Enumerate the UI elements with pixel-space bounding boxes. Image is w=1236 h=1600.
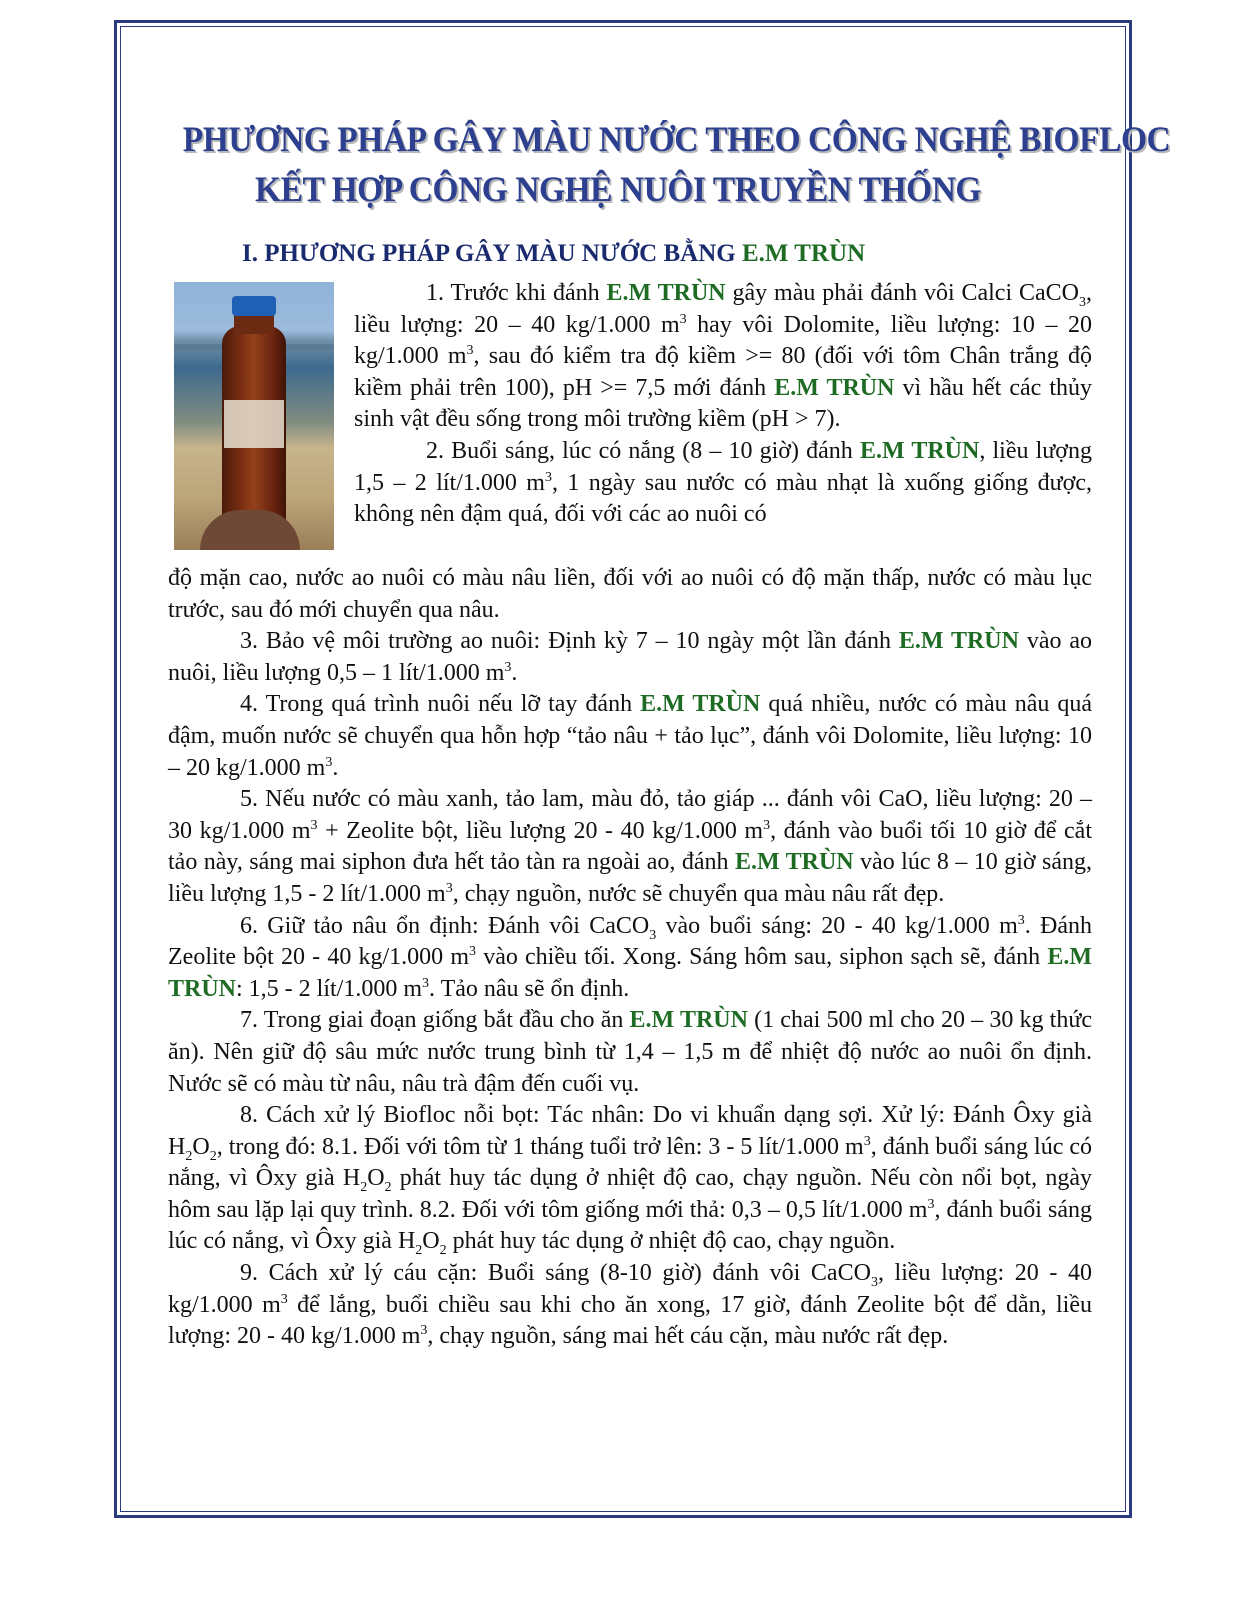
- em-name: E.M TRÙN: [741, 240, 866, 267]
- para-1: 1. Trước khi đánh E.M TRÙN gây màu phải đánh vôi Calci CaCO$_3$, liều lượng: 20 – 40 kg/1.000 $m^3$ hay vôi Dolomite, liều lượng: 10 – 20 kg/1.000 $m^3$, sau đó kiểm tra độ kiềm >= 80 (đối với tôm Chân trắng độ kiềm phải trên 100), pH >= 7,5 mới đánh E.M TRÙN vì hầu hết các thủy sinh vật đều sống trong môi trường kiềm (pH > 7).: [354, 280, 1093, 433]
- bottle-label: [224, 400, 284, 448]
- bottle-cap: [232, 296, 276, 316]
- title-line-1: PHƯƠNG PHÁP GÂY MÀU NƯỚC THEO CÔNG NGHỆ BIOFLOC: [182, 119, 1171, 159]
- para-9: 9. Cách xử lý cáu cặn: Buổi sáng (8-10 giờ) đánh vôi CaCO$_3$, liều lượng: 20 - 40 kg/1.000 $m^3$ để lắng, buổi chiều sau khi cho ăn xong, 17 giờ, đánh Zeolite bột để dằn, liều lượng: 20 - 40 kg/1.000 $m^3$, chạy nguồn, sáng mai hết cáu cặn, màu nước rất đẹp.: [168, 1260, 1093, 1350]
- title-line-2: KẾT HỢP CÔNG NGHỆ NUÔI TRUYỀN THỐNG: [254, 169, 981, 209]
- bottle-photo: [174, 282, 334, 550]
- para-5: 5. Nếu nước có màu xanh, tảo lam, màu đỏ, tảo giáp ... đánh vôi CaO, liều lượng: 20 – 30 kg/1.000 $m^3$ + Zeolite bột, liều lượng 20 - 40 kg/1.000 $m^3$, đánh vào buổi tối 10 giờ để cắt tảo này, sáng mai siphon đưa hết tảo tàn ra ngoài ao, đánh E.M TRÙN vào lúc 8 – 10 giờ sáng, liều lượng 1,5 - 2 lít/1.000 $m^3$, chạy nguồn, nước sẽ chuyển qua màu nâu rất đẹp.: [168, 786, 1093, 907]
- section-heading: [242, 240, 865, 268]
- para-3: 3. Bảo vệ môi trường ao nuôi: Định kỳ 7 – 10 ngày một lần đánh E.M TRÙN vào ao nuôi, liều lượng 0,5 – 1 lít/1.000 $m^3$.: [168, 628, 1092, 686]
- para-2-start: 2. Buổi sáng, lúc có nắng (8 – 10 giờ) đánh E.M TRÙN, liều lượng 1,5 – 2 lít/1.000 $m^3$, 1 ngày sau nước có màu nhạt là xuống giống được, không nên đậm quá, đối với các ao nuôi có: [354, 437, 1093, 528]
- para-4: 4. Trong quá trình nuôi nếu lỡ tay đánh E.M TRÙN quá nhiều, nước có màu nâu quá đậm, muốn nước sẽ chuyển qua hỗn hợp “tảo nâu + tảo lục”, đánh vôi Dolomite, liều lượng: 10 – 20 kg/1.000 $m^3$.: [168, 691, 1093, 781]
- para-6: 6. Giữ tảo nâu ổn định: Đánh vôi CaCO$_3$ vào buổi sáng: 20 - 40 kg/1.000 $m^3$. Đánh Zeolite bột 20 - 40 kg/1.000 $m^3$ vào chiều tối. Xong. Sáng hôm sau, siphon sạch sẽ, đánh E.M TRÙN: 1,5 - 2 lít/1.000 $m^3$. Tảo nâu sẽ ổn định.: [168, 912, 1093, 1002]
- body-text: [168, 563, 1092, 1353]
- para-8: 8. Cách xử lý Biofloc nỗi bọt: Tác nhân: Do vi khuẩn dạng sợi. Xử lý: Đánh Ôxy già $H_2O_2$, trong đó: 8.1. Đối với tôm từ 1 tháng tuổi trở lên: 3 - 5 lít/1.000 $m^3$, đánh buổi sáng lúc có nắng, vì Ôxy già $H_2O_2$ phát huy tác dụng ở nhiệt độ cao, chạy nguồn. Nếu còn nổi bọt, ngày hôm sau lặp lại quy trình. 8.2. Đối với tôm giống mới thả: 0,3 – 0,5 lít/1.000 $m^3$, đánh buổi sáng lúc có nắng, vì Ôxy già $H_2O_2$ phát huy tác dụng ở nhiệt độ cao, chạy nguồn.: [168, 1102, 1093, 1259]
- para-1-2-wrapped: [354, 278, 1092, 531]
- para-7: 7. Trong giai đoạn giống bắt đầu cho ăn E.M TRÙN (1 chai 500 ml cho 20 – 30 kg thức ăn). Nên giữ độ sâu mức nước trung bình từ 1,4 – 1,5 m để nhiệt độ nước ao nuôi ổn định. Nước sẽ có màu từ nâu, nâu trà đậm đến cuối vụ.: [168, 1007, 1092, 1097]
- para-2-cont: độ mặn cao, nước ao nuôi có màu nâu liền, đối với ao nuôi có độ mặn thấp, nước có màu lục trước, sau đó mới chuyển qua nâu.: [168, 565, 1092, 623]
- heading-prefix: I. PHƯƠNG PHÁP GÂY MÀU NƯỚC BẰNG: [242, 240, 742, 267]
